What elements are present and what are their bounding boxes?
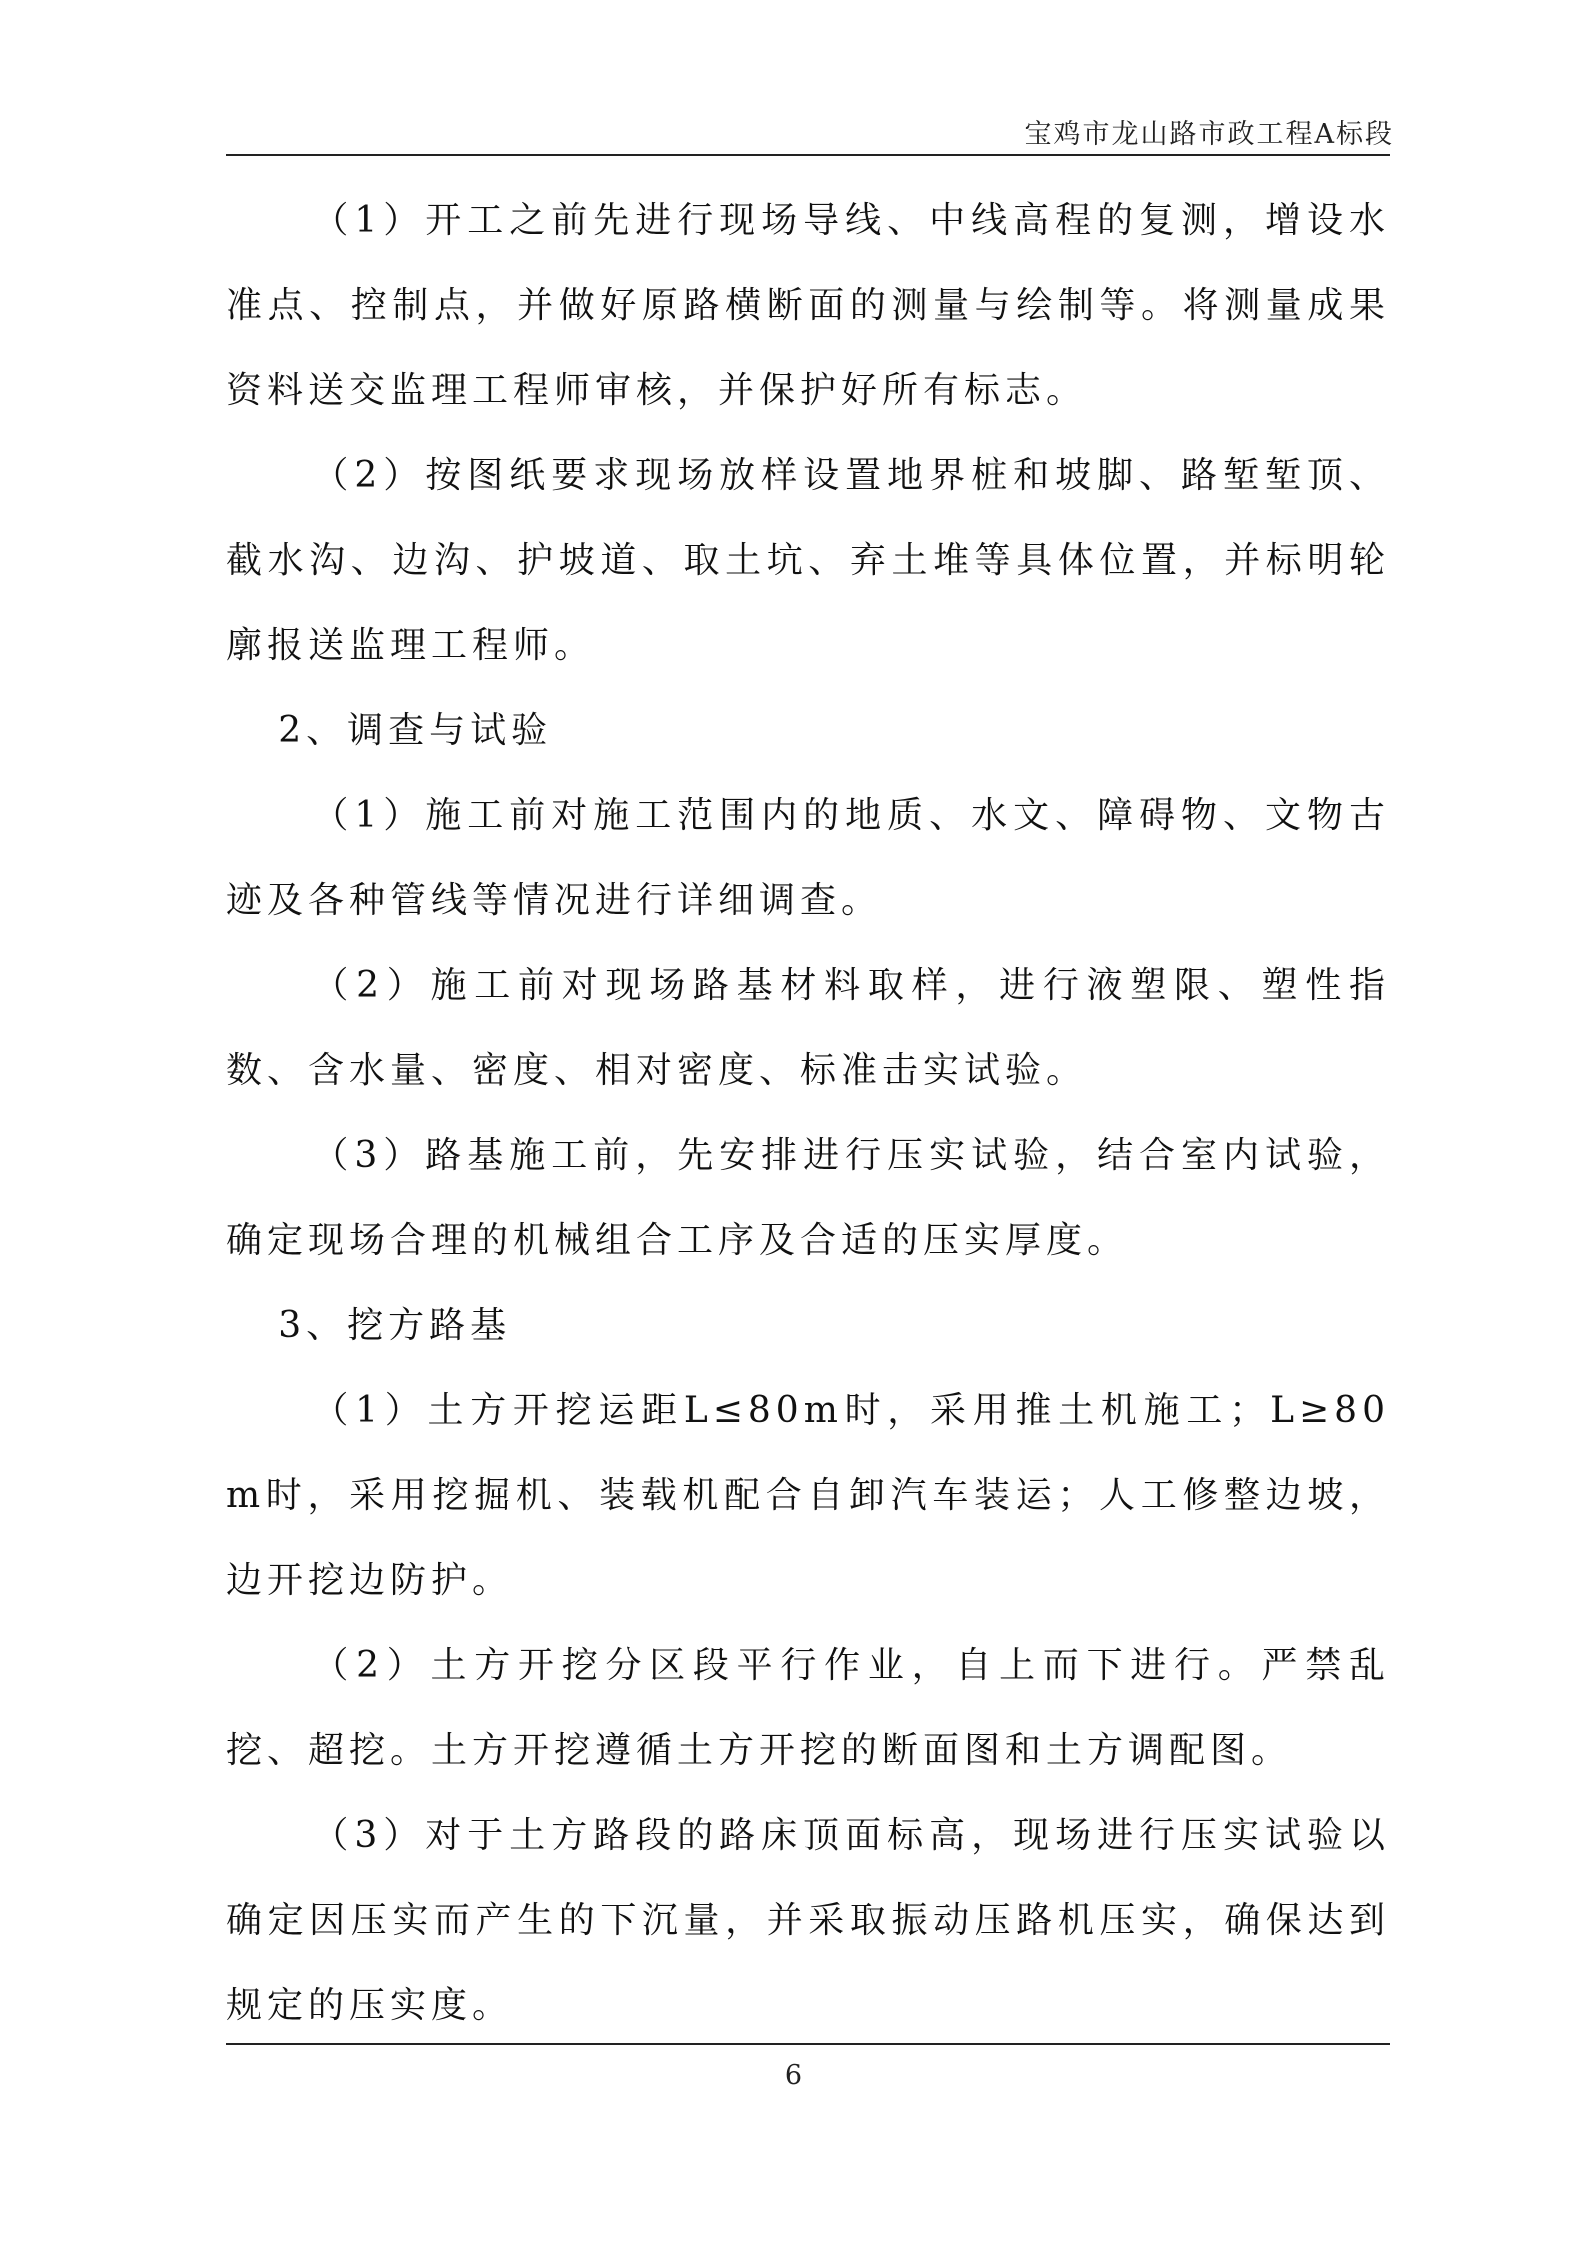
paragraph-compaction-test: （3）路基施工前，先安排进行压实试验，结合室内试验，确定现场合理的机械组合工序及合适的压实厚度。 — [226, 1135, 1390, 1261]
running-header: 宝鸡市龙山路市政工程A标段 — [1024, 119, 1394, 150]
section-heading-excavation: 3、挖方路基 — [278, 1305, 512, 1346]
section-heading-investigation: 2、调查与试验 — [278, 710, 553, 751]
paragraph-site-investigation: （1）施工前对施工范围内的地质、水文、障碍物、文物古迹及各种管线等情况进行详细调查。 — [226, 795, 1390, 921]
paragraph-haul-distance: （1）土方开挖运距L≤80m时，采用推土机施工；L≥80m时，采用挖掘机、装载机配合自卸汽车装运；人工修整边坡，边开挖边防护。 — [226, 1390, 1390, 1601]
footer-rule — [226, 2043, 1390, 2045]
header-rule — [226, 154, 1390, 156]
page-body — [226, 178, 1390, 2048]
page-number: 6 — [784, 2060, 803, 2091]
paragraph-subgrade-elevation: （3）对于土方路段的路床顶面标高，现场进行压实试验以确定因压实而产生的下沉量，并采取振动压路机压实，确保达到规定的压实度。 — [226, 1815, 1390, 2026]
paragraph-zoned-excavation: （2）土方开挖分区段平行作业，自上而下进行。严禁乱挖、超挖。土方开挖遵循土方开挖的断面图和土方调配图。 — [226, 1645, 1390, 1771]
paragraph-survey-recheck: （1）开工之前先进行现场导线、中线高程的复测，增设水准点、控制点，并做好原路横断面的测量与绘制等。将测量成果资料送交监理工程师审核，并保护好所有标志。 — [226, 200, 1390, 411]
paragraph-staking-out: （2）按图纸要求现场放样设置地界桩和坡脚、路堑堑顶、截水沟、边沟、护坡道、取土坑、弃土堆等具体位置，并标明轮廓报送监理工程师。 — [226, 455, 1390, 666]
paragraph-material-sampling: （2）施工前对现场路基材料取样，进行液塑限、塑性指数、含水量、密度、相对密度、标准击实试验。 — [226, 965, 1390, 1091]
